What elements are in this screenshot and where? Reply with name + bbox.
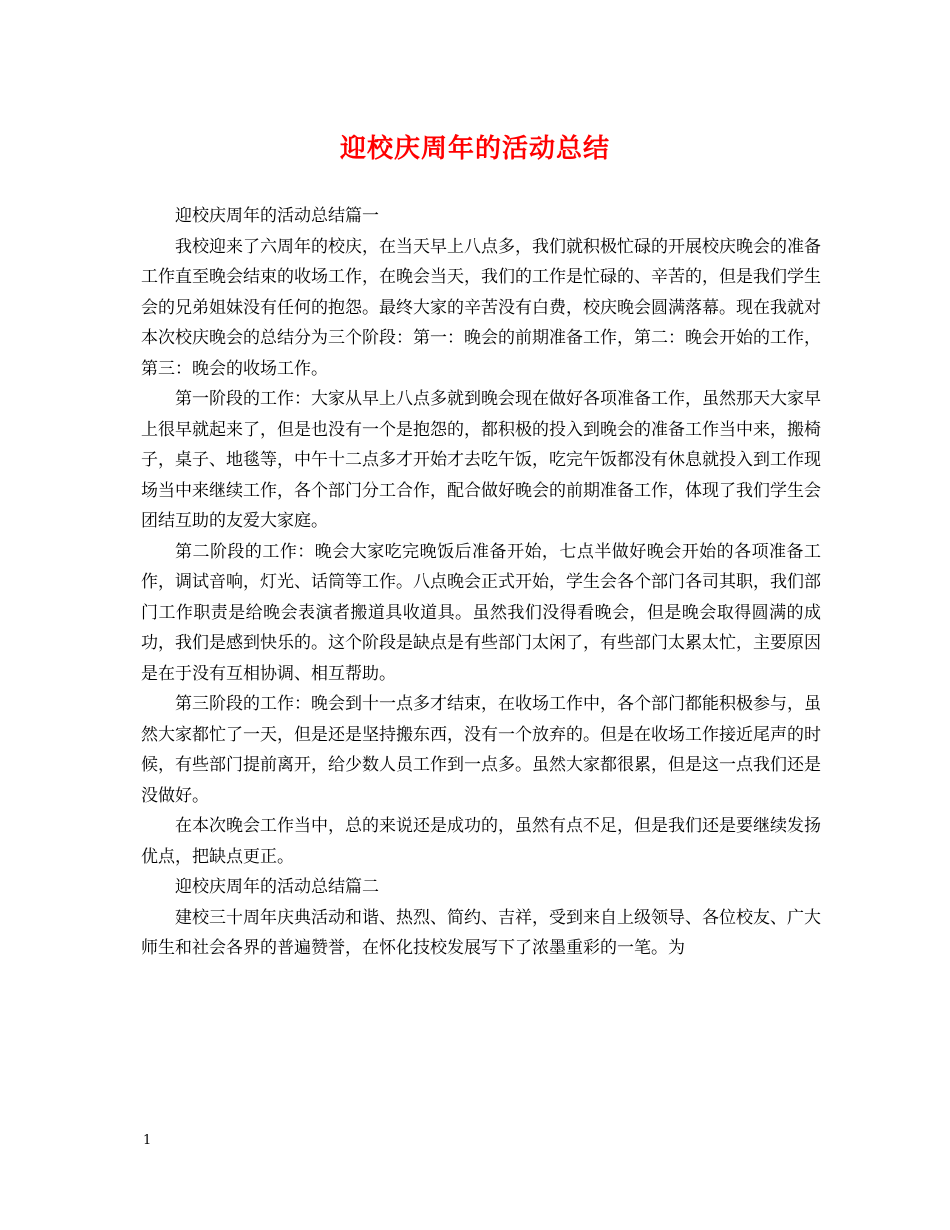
section-heading-1: 迎校庆周年的活动总结篇一 [175, 206, 379, 226]
document-title: 迎校庆周年的活动总结 [339, 134, 610, 164]
paragraph-intro: 我校迎来了六周年的校庆，在当天早上八点多，我们就积极忙碌的开展校庆晚会的准备工作直至晚会结束的收场工作，在晚会当天，我们的工作是忙碌的、辛苦的，但是我们学生会的兄弟姐妹没有任何的抱怨。最终大家的辛苦没有白费，校庆晚会圆满落幕。现在我就对本次校庆晚会的总结分为三个阶段：第一：晚会的前期准备工作，第二：晚会开始的工作，第三：晚会的收场工作。 [141, 236, 821, 379]
paragraph-part-two-intro: 建校三十周年庆典活动和谐、热烈、简约、吉祥，受到来自上级领导、各位校友、广大师生和社会各界的普遍赞誉，在怀化技校发展写下了浓墨重彩的一笔。为 [141, 907, 821, 958]
section-heading-2: 迎校庆周年的活动总结篇二 [175, 877, 379, 897]
paragraph-conclusion: 在本次晚会工作当中，总的来说还是成功的，虽然有点不足，但是我们还是要继续发扬优点，把缺点更正。 [141, 816, 821, 867]
paragraph-stage-two: 第二阶段的工作：晚会大家吃完晚饭后准备开始，七点半做好晚会开始的各项准备工作，调试音响，灯光、话筒等工作。八点晚会正式开始，学生会各个部门各司其职，我们部门工作职责是给晚会表演者搬道具收道具。虽然我们没得看晚会，但是晚会取得圆满的成功，我们是感到快乐的。这个阶段是缺点是有些部门太闲了，有些部门太累太忙，主要原因是在于没有互相协调、相互帮助。 [141, 541, 821, 684]
paragraph-stage-three: 第三阶段的工作：晚会到十一点多才结束，在收场工作中，各个部门都能积极参与，虽然大家都忙了一天，但是还是坚持搬东西，没有一个放弃的。但是在收场工作接近尾声的时候，有些部门提前离开，给少数人员工作到一点多。虽然大家都很累，但是这一点我们还是没做好。 [141, 694, 821, 806]
paragraph-stage-one: 第一阶段的工作：大家从早上八点多就到晚会现在做好各项准备工作，虽然那天大家早上很早就起来了，但是也没有一个是抱怨的，都积极的投入到晚会的准备工作当中来，搬椅子，桌子、地毯等，中午十二点多才开始才去吃午饭，吃完午饭都没有休息就投入到工作现场当中来继续工作，各个部门分工合作，配合做好晚会的前期准备工作，体现了我们学生会团结互助的友爱大家庭。 [141, 389, 821, 531]
document-body [141, 201, 821, 964]
page-number: 1 [143, 1133, 152, 1148]
